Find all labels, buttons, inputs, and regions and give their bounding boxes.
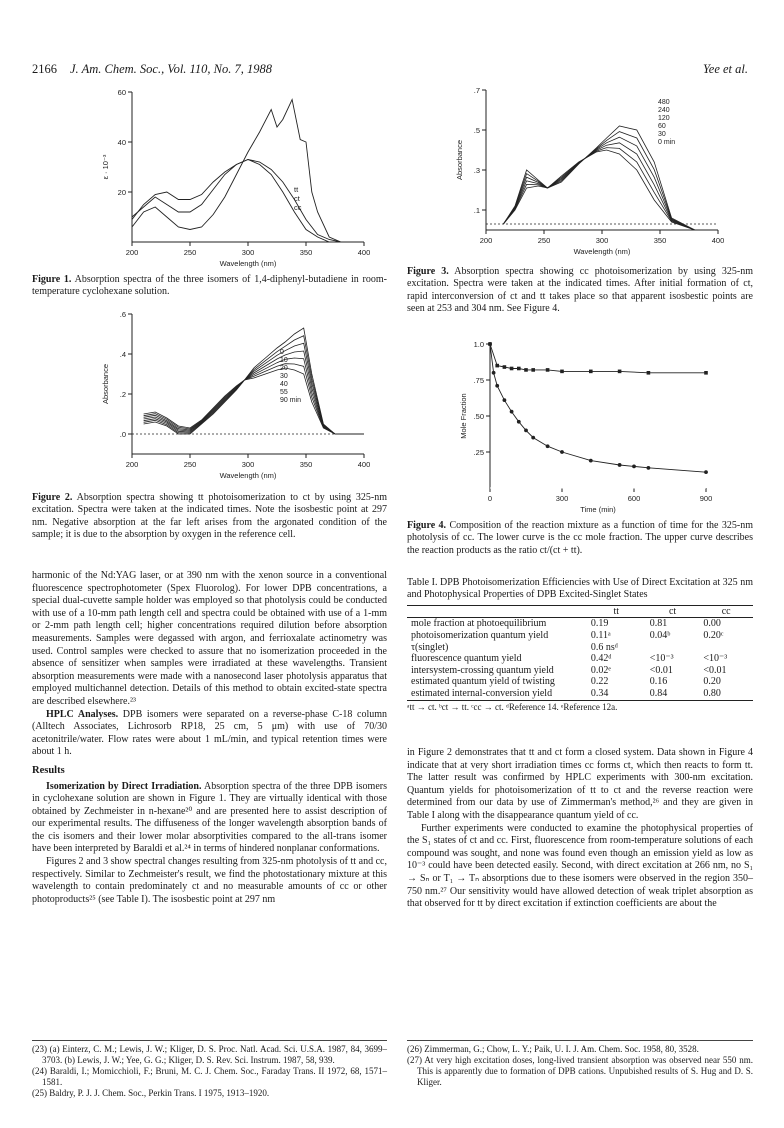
table-1-title: Table I. DPB Photoisomerization Efficiencies with Use of Direct Excitation at 325 nm and Photophysical Properties of DPB Excited-Singlet States [407, 577, 753, 601]
y-tick-label: .50 [473, 412, 484, 421]
data-point [647, 371, 651, 375]
table-cell: 0.34 [590, 687, 609, 699]
table-cell: 0.11ᵃ [590, 630, 611, 641]
legend-label: 480 [658, 99, 670, 106]
data-point [589, 370, 593, 374]
y-tick-label: .3 [473, 166, 480, 175]
paragraph: HPLC Analyses. DPB isomers were separated on a reverse-phase C-18 column (Alltech Associates, Lichrosorb RP18, 25 cm, 5 μm) with use of 70/30 acetonitrile/water. Flow rates were about 1 mL/min, and typical retention times were about 1 h. [32, 708, 387, 758]
x-tick-label: 350 [299, 248, 313, 257]
legend-label: tt [294, 185, 299, 194]
y-tick-label: 20 [117, 188, 126, 197]
table-cell: estimated quantum yield of twisting [411, 676, 555, 688]
table-header-cell: tt [613, 605, 620, 617]
figure-3-chart [452, 82, 742, 262]
table-row [407, 618, 753, 630]
reference: (24) Baraldi, I.; Momicchioli, F.; Bruni, M. C. J. Chem. Soc., Faraday Trans. II 1972, 68, 1571–1581. [32, 1066, 387, 1087]
legend-label: 90 min [280, 397, 302, 404]
references-right [407, 1040, 753, 1088]
data-point [524, 368, 528, 372]
table-row [407, 688, 753, 700]
x-axis-label: Wavelength (nm) [219, 471, 277, 480]
x-tick-label: 600 [627, 494, 641, 503]
series-line-5 [503, 126, 718, 230]
table-cell: estimated internal-conversion yield [411, 687, 553, 699]
data-point [495, 364, 499, 368]
table-1-footnote: ᵃtt → ct. ᵇct → tt. ᶜcc → ct. ᵈReference 14. ᵉReference 12a. [407, 701, 618, 712]
data-point [560, 450, 564, 454]
data-point [531, 368, 535, 372]
data-point [531, 436, 535, 440]
y-tick-label: .5 [473, 126, 480, 135]
data-point [618, 370, 622, 374]
legend-label: 120 [658, 115, 670, 122]
table-cell [699, 642, 753, 654]
table-row [407, 642, 753, 654]
y-tick-label: 60 [117, 88, 126, 97]
table-header-cell: ct [668, 605, 677, 617]
data-point [704, 470, 708, 474]
data-point [503, 365, 507, 369]
y-tick-label: .25 [473, 448, 484, 457]
x-tick-label: 400 [357, 460, 371, 469]
y-tick-label: .75 [473, 376, 484, 385]
table-cell: 0.84 [649, 687, 668, 699]
reference: (23) (a) Einterz, C. M.; Lewis, J. W.; Kliger, D. S. Proc. Natl. Acad. Sci. U.S.A. 1987, 84, 3699–3703. (b) Lewis, J. W.; Yee, G. G.; Kliger, D. S. Rev. Sci. Instrum. 1987, 58, 939. [32, 1044, 387, 1065]
paragraph: Further experiments were conducted to examine the photophysical properties of the S₁ states of ct and cc. First, fluorescence from room-temperature solutions of each compound was sought, and none was found even though an emission yield as low as 10⁻³ could have been detected easily. Second, with direct excitation at 266 nm, no S₁ → Sₙ or T₁ → Tₙ absorptions due to these isomers were observed in the region 350–750 nm.²⁷ Our sensitivity would have allowed detection of weak triplet absorption as that observed for tt by direct excitation if extinction coefficients are about the [407, 822, 753, 910]
section-heading: Results [32, 764, 65, 776]
table-cell: 0.20ᶜ [703, 630, 724, 641]
paragraph: Figures 2 and 3 show spectral changes resulting from 325-nm photolysis of tt and cc, respectively. Similar to Zechmeister's result, we find the photostationary mixture at this wavelength to contain predominately ct and no measurable amounts of cc or other photoproducts²⁵ (see Table I). The isosbestic point at 297 nm [32, 856, 387, 905]
table-header-cell [407, 606, 587, 618]
right-column-body [407, 747, 753, 911]
x-tick-label: 0 [487, 494, 493, 503]
data-point [632, 465, 636, 469]
page-number: 2166 [32, 62, 57, 76]
legend-label: 240 [658, 107, 670, 114]
legend-label: 20 [280, 365, 288, 372]
series-line-10 [144, 336, 364, 434]
data-point [510, 410, 514, 414]
table-cell: 0.22 [590, 676, 609, 688]
data-point [546, 444, 550, 448]
y-axis-label: ε · 10⁻³ [101, 154, 110, 180]
table-cell: 0.81 [649, 618, 668, 630]
data-point [647, 466, 651, 470]
data-point [492, 371, 496, 375]
table-cell: 0.02ᵉ [590, 664, 611, 676]
data-point [589, 459, 593, 463]
legend-label: cc [294, 203, 302, 212]
y-tick-label: 1.0 [473, 340, 484, 349]
table-row [407, 665, 753, 677]
series-line-0 [503, 150, 718, 230]
x-tick-label: 300 [241, 460, 255, 469]
table-cell: 0.04ᵇ [649, 630, 671, 641]
figure-3-caption: Figure 3. Absorption spectra showing cc photoisomerization by using 325-nm excitation. Spectra were taken at the indicated times. After initial formation of ct, rapid interconversion of ct and tt takes place so that apparent isosbestic points are seen at 253 and 304 nm. See Figure 4. [407, 266, 753, 315]
x-tick-label: 350 [299, 460, 313, 469]
table-cell: photoisomerization quantum yield [411, 630, 549, 641]
x-tick-label: 250 [537, 236, 551, 245]
table-row [407, 630, 753, 642]
series-line-cc [132, 160, 364, 243]
legend-label: 0 [280, 349, 284, 356]
data-point [488, 342, 492, 346]
series-line-ct [132, 160, 364, 243]
x-tick-label: 250 [183, 248, 197, 257]
figure-4-caption: Figure 4. Composition of the reaction mixture as a function of time for the 325-nm photolysis of cc. The lower curve is the cc mole fraction. The upper curve describes the reaction products as the ratio ct/(ct + tt). [407, 520, 753, 556]
legend-label: 10 [280, 357, 288, 364]
series-line-20 [144, 343, 364, 434]
series-line-1 [503, 148, 718, 230]
y-axis-label: Absorbance [101, 363, 110, 405]
running-authors: Yee et al. [702, 62, 748, 76]
legend-label: 0 min [658, 139, 676, 146]
x-tick-label: 400 [357, 248, 371, 257]
table-cell: 0.00 [703, 618, 721, 630]
figure-1-chart [90, 82, 380, 272]
x-tick-label: 300 [595, 236, 609, 245]
series-line-0 [144, 328, 364, 434]
series-line-tt [132, 100, 364, 243]
x-axis-label: Time (min) [580, 505, 616, 514]
paragraph: in Figure 2 demonstrates that tt and ct form a closed system. Data shown in Figure 4 indicate that at very short irradiation times cc forms ct, which then reacts to form tt. The latter result was confirmed by HPLC experiments with 300-nm excitation. Quantum yields for photoisomerization of tt to ct and the reverse reaction were determined from our data by use of Zimmerman's method,²⁶ and they are given in Table I along with the disappearance quantum yield of cc. [407, 747, 753, 821]
table-cell: <0.01 [649, 664, 673, 676]
table-cell: 0.6 nsᵈ [590, 641, 618, 653]
reference: (26) Zimmerman, G.; Chow, L. Y.; Paik, U. I. J. Am. Chem. Soc. 1958, 80, 3528. [407, 1044, 699, 1054]
y-tick-label: .4 [119, 350, 126, 359]
table-header-cell: cc [721, 605, 731, 617]
journal-citation: J. Am. Chem. Soc., Vol. 110, No. 7, 1988 [70, 62, 272, 76]
legend-label: 30 [658, 131, 666, 138]
table-1 [407, 577, 753, 713]
x-tick-label: 900 [699, 494, 713, 503]
table-cell: 0.16 [649, 676, 668, 688]
references-left [32, 1040, 387, 1099]
x-tick-label: 300 [241, 248, 255, 257]
table-cell: 0.42ᵈ [590, 653, 612, 665]
table-1-grid [407, 606, 753, 700]
y-tick-label: .1 [473, 206, 480, 215]
legend-label: 55 [280, 389, 288, 396]
legend-label: 30 [280, 373, 288, 380]
data-point [560, 370, 564, 374]
x-axis-label: Wavelength (nm) [219, 259, 277, 268]
y-axis-label: Absorbance [455, 139, 464, 181]
figure-1-caption: Figure 1. Absorption spectra of the three isomers of 1,4-diphenyl-butadiene in room-temperature cyclohexane solution. [32, 274, 387, 298]
data-point [517, 367, 521, 371]
table-row [407, 653, 753, 665]
left-column-body [32, 570, 387, 906]
reference: (25) Baldry, P. J. J. Chem. Soc., Perkin Trans. I 1975, 1913–1920. [32, 1088, 270, 1098]
series-line-55 [144, 364, 364, 434]
data-point [704, 371, 708, 375]
data-point [517, 420, 521, 424]
x-tick-label: 300 [555, 494, 569, 503]
y-tick-label: .7 [473, 86, 480, 95]
series-line-90-min [144, 368, 364, 434]
table-cell: 0.20 [703, 676, 721, 688]
y-tick-label: 40 [117, 138, 126, 147]
legend-label: 60 [658, 123, 666, 130]
y-tick-label: .2 [119, 390, 126, 399]
x-tick-label: 350 [653, 236, 667, 245]
series-line-1 [490, 344, 706, 472]
data-point [495, 384, 499, 388]
table-cell: <10⁻³ [703, 653, 728, 665]
table-row [407, 676, 753, 688]
data-point [524, 429, 528, 433]
data-point [618, 463, 622, 467]
x-tick-label: 200 [479, 236, 493, 245]
x-tick-label: 200 [125, 460, 139, 469]
x-tick-label: 200 [125, 248, 139, 257]
table-cell: <10⁻³ [649, 653, 674, 665]
data-point [546, 368, 550, 372]
table-cell: <0.01 [703, 664, 727, 676]
x-tick-label: 250 [183, 460, 197, 469]
table-header-row [407, 606, 753, 618]
figure-2-caption: Figure 2. Absorption spectra showing tt photoisomerization to ct by using 325-nm excitation. Spectra were taken at the indicated times. Note the isosbestic point at 297 nm. Negative absorption at the far left arises from the argonated condition of the sample; it is due to the absorption by oxygen in the reference cell. [32, 492, 387, 541]
data-point [510, 367, 514, 371]
table-cell: fluorescence quantum yield [411, 653, 522, 665]
figure-2-chart [90, 306, 380, 488]
legend-label: 40 [280, 381, 288, 388]
table-cell: 0.80 [703, 687, 721, 699]
table-cell: 0.19 [590, 618, 609, 630]
legend-label: ct [294, 194, 300, 203]
table-cell: τ(singlet) [411, 641, 449, 653]
reference: (27) At very high excitation doses, long-lived transient absorption was observed near 550 nm. This is apparently due to formation of DPB cations. Unpubished results of S. Hug and D. S. Kliger. [407, 1055, 753, 1087]
x-tick-label: 400 [711, 236, 725, 245]
figure-4-chart [460, 336, 720, 516]
series-line-30 [144, 351, 364, 434]
data-point [503, 398, 507, 402]
series-line-0 [490, 344, 706, 373]
paragraph: Isomerization by Direct Irradiation. Absorption spectra of the three DPB isomers in cyclohexane solution are shown in Figure 1. They are virtually identical with those obtained by Zechmeister in n-hexane²⁰ and are presented here to assist description of our experimental results. The diffuseness of the longer wavelength absorption bands of the cis isomers and their lower molar absorptivities compared to the all-trans isomer have been interpreted by Baraldi et al.²⁴ in terms of hindered nonplanar conformations. [32, 780, 387, 855]
x-axis-label: Wavelength (nm) [573, 247, 631, 256]
table-cell: intersystem-crossing quantum yield [411, 664, 554, 676]
table-cell: mole fraction at photoequilibrium [411, 618, 547, 630]
y-tick-label: .0 [119, 430, 126, 439]
table-cell [646, 642, 700, 654]
y-axis-label: Mole Fraction [459, 393, 468, 439]
paragraph: harmonic of the Nd:YAG laser, or at 390 nm with the xenon source in a conventional fluorescence spectrophotometer (Spex Fluorolog). For lower DPB concentrations, a special dual-cuvette sample holder was employed so that photolysis could be conducted with use of a 10-mm path length cell and spectra could be obtained with use of a 1-mm or 2-mm path length cell; higher concentrations required dilution before absorption measurements. Samples were degassed with argon, and ferrioxalate actinometry was used. Control samples were checked to assure that no isomerization proceeded in the absence of sensitizer when samples were irradiated at these wavelengths. Transient absorption measurements were made with a nanosecond laser photolysis apparatus that employed multichannel detection. Details of this method to obtain excited-state spectra are described elsewhere.²³ [32, 570, 387, 707]
y-tick-label: .6 [119, 310, 126, 319]
